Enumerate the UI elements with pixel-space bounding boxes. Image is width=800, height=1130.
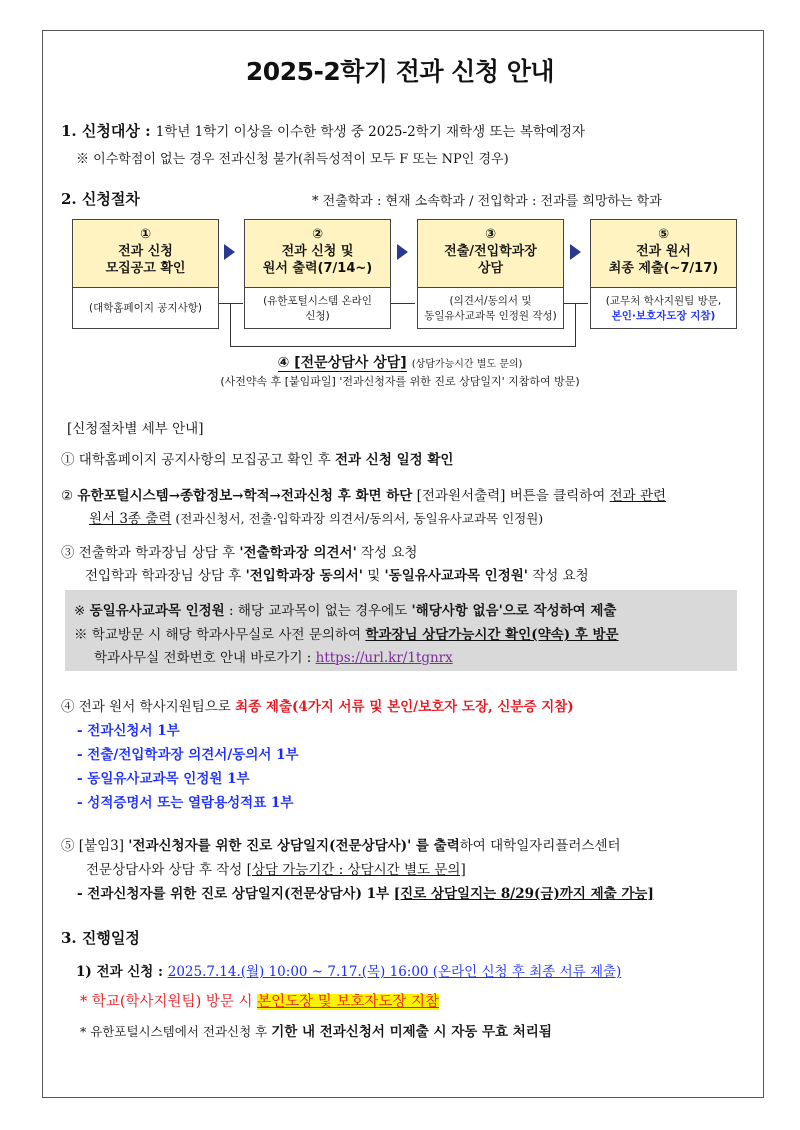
detail-5-suffix: 하여 대학일자리플러스센터 [459, 838, 621, 854]
detail-5-line1 [61, 834, 621, 854]
notice-bold2: '해당사항 없음'으로 작성하여 제출 [411, 603, 617, 619]
step-title-line1: 전출/전입학과장 [444, 244, 537, 259]
connector-line [390, 303, 415, 304]
step-title-line2: 원서 출력(7/14~) [262, 261, 373, 276]
step-sub2: 동일유사교과목 인정원 작성) [424, 309, 557, 322]
detail-1-prefix: ① 대학홈페이지 공지사항의 모집공고 확인 후 [61, 452, 335, 468]
detail-3b-bold1: '전입학과장 동의서' [245, 568, 363, 584]
detail-4-item: - 전과신청서 1부 [77, 723, 180, 739]
step-box-1 [72, 219, 219, 329]
step-box-3 [417, 219, 564, 329]
notice2-underline: 학과장님 상담가능시간 확인(약속) 후 방문 [365, 627, 619, 643]
section1-target [61, 120, 585, 141]
detail-2-rest: (전과신청서, 전출·입학과장 의견서/동의서, 동일유사교과목 인정원) [171, 511, 544, 526]
detail-5c-underline: [진로 상담일지는 8/29(금)까지 제출 가능] [393, 886, 654, 902]
detail-4-item: - 전출/전입학과장 의견서/동의서 1부 [77, 747, 299, 763]
step-title-line1: 전과 원서 [636, 244, 691, 259]
detail-3-line1 [61, 541, 417, 561]
details-heading: [신청절차별 세부 안내] [67, 421, 204, 437]
detail-3-suffix: 작성 요청 [356, 545, 418, 561]
detail-2-bold: 유한포털시스템→종합정보→학적→전과신청 후 화면 하단 [77, 488, 413, 504]
detail-3b-suffix: 작성 요청 [527, 568, 589, 584]
step-box-5 [590, 219, 737, 329]
section2-label: 2. 신청절차 [61, 190, 140, 208]
notice-bold: 동일유사교과목 인정원 [89, 603, 225, 619]
notice-line3 [94, 646, 453, 666]
arrow-right-icon [397, 244, 408, 260]
section2-legend: * 전출학과 : 현재 소속학과 / 전입학과 : 전과를 희망하는 학과 [312, 194, 662, 209]
connector-line [230, 346, 576, 347]
step4-title-line [0, 352, 800, 372]
arrow-right-icon [570, 244, 581, 260]
step-sub2: 본인·보호자도장 지참) [611, 309, 716, 322]
detail-5-bold: '전과신청자를 위한 진로 상담일지(전문상담사)' 를 출력 [128, 838, 460, 854]
detail-5-line2 [86, 858, 466, 878]
detail-2-num: ② [61, 488, 74, 504]
schedule-dates: 2025.7.14.(월) 10:00 ~ 7.17.(목) 16:00 (온라인 신청 후 최종 서류 제출) [167, 964, 622, 980]
notice3-prefix: 학과사무실 전화번호 안내 바로가기 : [94, 650, 316, 666]
step-title-line2: 모집공고 확인 [105, 261, 186, 276]
section1-text: 1학년 1학기 이상을 이수한 학생 중 2025-2학기 재학생 또는 복학예정자 [155, 124, 586, 140]
step-title-line1: 전과 신청 및 [281, 244, 354, 259]
section3-label: 3. 진행일정 [61, 929, 140, 947]
detail-4-item: - 동일유사교과목 인정원 1부 [77, 771, 250, 787]
detail-3b-prefix: 전입학과 학과장님 상담 후 [85, 568, 246, 584]
detail-2-line2 [89, 507, 543, 527]
detail-5b-underline: [상담 가능기간 : 상담시간 별도 문의] [246, 862, 466, 878]
notice-line2 [74, 623, 619, 643]
detail-2-underline1: 전과 관련 [609, 488, 667, 504]
step-number: ③ [484, 227, 496, 242]
detail-3-prefix: ③ 전출학과 학과장님 상담 후 [61, 545, 240, 561]
step-title-line2: 상담 [477, 261, 504, 276]
notice-mark: ※ [74, 603, 90, 619]
connector-line [575, 303, 576, 347]
detail-4-red: 최종 제출(4가지 서류 및 본인/보호자 도장, 신분증 지참) [235, 699, 574, 715]
step-number: ① [139, 227, 151, 242]
step4-title: ④ [전문상담사 상담] [277, 355, 407, 371]
schedule-line3 [80, 1020, 552, 1040]
detail-5b-prefix: 전문상담사와 상담 후 작성 [86, 862, 247, 878]
detail-3b-bold2: '동일유사교과목 인정원' [384, 568, 528, 584]
step-sub1: (의견서/동의서 및 [449, 294, 532, 307]
schedule-visit: * 학교(학사지원팀) 방문 시 [80, 994, 258, 1010]
notice2-prefix: ※ 학교방문 시 해당 학과사무실로 사전 문의하여 [74, 627, 366, 643]
detail-2-mid: [전과원서출력] 버튼을 클릭하여 [412, 488, 610, 504]
schedule-prefix: 1) 전과 신청 : [76, 964, 168, 980]
detail-5-prefix: ⑤ [붙임3] [61, 838, 129, 854]
schedule-note-prefix: * 유한포털시스템에서 전과신청 후 [80, 1024, 272, 1039]
page-title: 2025-2학기 전과 신청 안내 [245, 57, 555, 86]
detail-5-line3 [77, 882, 654, 902]
step4-small: (상담가능시간 별도 문의) [411, 359, 523, 370]
detail-2-line1 [61, 484, 666, 504]
detail-4-item: - 성적증명서 또는 열람용성적표 1부 [77, 795, 294, 811]
schedule-note-bold: 기한 내 전과신청서 미제출 시 자동 무효 처리됨 [271, 1024, 552, 1040]
notice-line1 [74, 599, 616, 619]
step-sub1: (유한포털시스템 온라인 [263, 294, 372, 307]
schedule-line2 [80, 990, 439, 1011]
detail-1 [61, 448, 453, 468]
detail-1-bold: 전과 신청 일정 확인 [335, 452, 454, 468]
step-title-line1: 전과 신청 [118, 244, 173, 259]
detail-3-line2 [85, 564, 589, 584]
notice-mid: : 해당 교과목이 없는 경우에도 [224, 603, 412, 619]
step-sub2: 신청) [305, 309, 330, 322]
schedule-line1 [76, 960, 621, 980]
detail-4 [61, 695, 574, 715]
detail-3-bold: '전출학과장 의견서' [239, 545, 357, 561]
detail-5c-prefix: - 전과신청자를 위한 진로 상담일지(전문상담사) 1부 [77, 886, 394, 902]
step-sub1: (교무처 학사지원팀 방문, [605, 294, 722, 307]
step-number: ② [311, 227, 323, 242]
dept-phone-link[interactable]: https://url.kr/1tgnrx [315, 650, 453, 666]
section1-note: ※ 이수학점이 없는 경우 전과신청 불가(취득성적이 모두 F 또는 NP인 경우) [76, 152, 509, 167]
section1-label: 1. 신청대상 : [61, 122, 151, 140]
arrow-right-icon [224, 244, 235, 260]
detail-4-prefix: ④ 전과 원서 학사지원팀으로 [61, 699, 236, 715]
step-box-2 [244, 219, 391, 329]
detail-3b-mid: 및 [362, 568, 385, 584]
step-number: ⑤ [657, 227, 669, 242]
step4-note: (사전약속 후 [붙임파일] '전과신청자를 위한 진로 상담일지' 지참하여 방문) [220, 375, 580, 388]
schedule-highlight: 본인도장 및 보호자도장 지참 [257, 994, 439, 1010]
step-sub1: (대학홈페이지 공지사항) [89, 302, 202, 314]
connector-line [230, 303, 231, 347]
step-title-line2: 최종 제출(~7/17) [608, 261, 719, 276]
detail-2-underline2: 원서 3종 출력 [89, 511, 172, 527]
